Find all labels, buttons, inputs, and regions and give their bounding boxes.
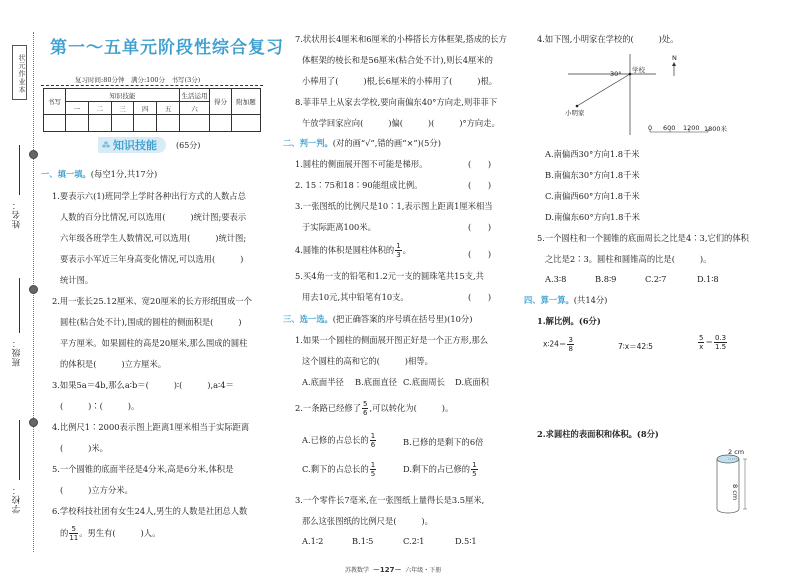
part2-heading: 二、判一判。(对的画“√”,错的画“×”)(5分) xyxy=(283,138,441,148)
judge-item: 3.一张图纸的比例尺是10∶1,表示图上距离1厘米相当 xyxy=(295,201,493,211)
sub-col: 六 xyxy=(180,102,210,115)
name-underline xyxy=(19,145,20,195)
school-underline xyxy=(19,420,20,480)
choice-q1-line: 1.如果一个圆柱的侧面展开图正好是一个正方形,那么 xyxy=(295,335,489,345)
margin-tag: 状元作业本 xyxy=(12,45,27,100)
choice-q3-line: 那么这张图纸的比例尺是( )。 xyxy=(302,516,433,526)
choice-q1-line: 这个圆柱的高和它的( )相等。 xyxy=(302,356,433,366)
score-cell[interactable] xyxy=(66,115,89,132)
choice-q4-line: 4.如下图,小明家在学校的( )处。 xyxy=(537,34,679,44)
fraction: $\frac{1}{6}$ xyxy=(370,432,376,449)
sub-col: 四 xyxy=(134,102,157,115)
sub-col: 二 xyxy=(88,102,111,115)
choice-q5-line: 之比是2∶3。圆柱和圆锥高的比是( )。 xyxy=(545,254,712,264)
option[interactable]: A.1∶2 xyxy=(302,536,324,546)
fraction: $\frac{1}{3}$ xyxy=(396,242,401,259)
q4-line: ( )米。 xyxy=(60,443,108,453)
option[interactable]: D.5∶1 xyxy=(455,536,477,546)
q2-line: 圆柱(粘合处不计),围成的圆柱的侧面积是( ) xyxy=(60,317,242,327)
class-label: 班级： xyxy=(12,338,22,367)
calc-q1: 1.解比例。(6分) xyxy=(537,316,601,326)
q3-line: ( )∶( )。 xyxy=(60,401,140,411)
option[interactable]: B.已修的是剩下的6倍 xyxy=(403,437,484,447)
answer-paren[interactable]: ( ) xyxy=(468,292,492,302)
option[interactable]: B.1∶5 xyxy=(352,536,374,546)
sub-col: 三 xyxy=(111,102,134,115)
choice-q3-line: 3.一个零件长7毫米,在一张图纸上量得长是3.5厘米, xyxy=(295,495,485,505)
option[interactable]: D.底面积 xyxy=(455,377,489,387)
option[interactable]: A.已修的占总长的 $\frac{1}{6}$ xyxy=(302,432,376,449)
col-write: 书写 xyxy=(44,89,66,115)
judge-item: 2. 15∶75和18∶90能组成比例。 xyxy=(295,180,423,190)
option[interactable]: C.2∶1 xyxy=(403,536,425,546)
option[interactable]: A.南偏西30°方向1.8千米 xyxy=(545,149,640,159)
fraction: $\frac{5}{6}$ xyxy=(363,400,368,417)
q1-line: 1.要表示六(1)班同学上学时各种出行方式的人数占总 xyxy=(52,191,246,201)
q7-line: 体框架的棱长和是56厘米(粘合处不计),则长4厘米的 xyxy=(302,55,493,65)
page-number: －127－ xyxy=(372,566,402,574)
fraction: $\frac{1}{5}$ xyxy=(472,461,477,478)
score-cell[interactable] xyxy=(88,115,111,132)
option[interactable]: D.剩下的占已修的 $\frac{1}{5}$ xyxy=(403,461,477,478)
judge-item: 4.圆锥的体积是圆柱体积的 $\frac{1}{3}$ 。 xyxy=(295,242,411,259)
q1-line: 六年级各班学生人数情况,可以选用( )统计图; xyxy=(60,233,247,243)
scale-tick: 600 xyxy=(663,124,676,132)
score-cell[interactable] xyxy=(232,115,261,132)
page-title: 第一～五单元阶段性综合复习 xyxy=(50,38,284,58)
q1-line: 统计图。 xyxy=(60,275,94,285)
q6-line: 的 $\frac{5}{11}$ 。男生有( )人。 xyxy=(60,525,161,542)
sub-col: 一 xyxy=(66,102,89,115)
option[interactable]: D.南偏东60°方向1.8千米 xyxy=(545,212,640,222)
q2-line: 的体积是( )立方厘米。 xyxy=(60,359,167,369)
section-points: (65分) xyxy=(176,141,201,150)
scale-tick: 1200 xyxy=(683,124,700,132)
fraction: $\frac{3}{8}$ xyxy=(568,336,573,353)
q7-line: 小棒用了( )根,长6厘米的小棒用了( )根。 xyxy=(302,76,498,86)
exam-meta: 复习时间:80分钟 满分:100分 书写(3分) xyxy=(75,76,201,84)
option[interactable]: B.底面直径 xyxy=(355,377,397,387)
part1-heading: 一、填一填。(每空1分,共17分) xyxy=(41,169,158,179)
sub-col: 五 xyxy=(157,102,180,115)
scale-tick: 0 xyxy=(648,124,653,132)
binder-hole-icon xyxy=(29,285,38,294)
choice-q2-line: 2.一条路已经修了 $\frac{5}{6}$ ,可以转化为( )。 xyxy=(295,400,454,417)
class-underline xyxy=(19,278,20,333)
fraction: $\frac{0.3}{1.5}$ xyxy=(714,334,727,351)
calc-q2: 2.求圆柱的表面积和体积。(8分) xyxy=(537,429,659,439)
part4-heading: 四、算一算。(共14分) xyxy=(524,295,608,305)
option[interactable]: C.2∶7 xyxy=(645,274,667,284)
north-arrow-label: N xyxy=(672,54,677,62)
option[interactable]: B.南偏东30°方向1.8千米 xyxy=(545,170,640,180)
q4-line: 4.比例尺1∶2000表示图上距离1厘米相当于实际距离 xyxy=(52,422,250,432)
score-cell[interactable] xyxy=(134,115,157,132)
name-label: 姓名： xyxy=(12,200,22,229)
option[interactable]: C.剩下的占总长的 $\frac{1}{5}$ xyxy=(302,461,376,478)
score-cell[interactable] xyxy=(44,115,66,132)
section-badge-knowledge xyxy=(98,137,166,153)
q6-line: 6.学校科技社团有女生24人,男生的人数是社团总人数 xyxy=(52,506,248,516)
judge-item: 1.圆柱的侧面展开图不可能是梯形。 xyxy=(295,159,428,169)
col-bonus: 附加题 xyxy=(232,89,261,115)
q2-line: 2.用一张长25.12厘米、宽20厘米的长方形纸围成一个 xyxy=(52,296,252,306)
q8-line: 8.菲菲早上从家去学校,要向南偏东40°方向走,则菲菲下 xyxy=(295,97,498,107)
col-score: 得分 xyxy=(210,89,232,115)
judge-item: 用去10元,其中铅笔有10支。 xyxy=(302,292,409,302)
q5-line: ( )立方分米。 xyxy=(60,485,133,495)
cylinder-diagram xyxy=(715,447,755,519)
map-label-home: 小明家 xyxy=(565,109,585,117)
answer-paren[interactable]: ( ) xyxy=(468,249,492,259)
page-footer: 苏教数学 －127－ 六年级・下册 xyxy=(345,566,442,574)
col-group-life: 生活运用 xyxy=(180,89,210,102)
binder-hole-icon xyxy=(29,150,38,159)
equation: x∶24＝ $\frac{3}{8}$ xyxy=(543,336,573,353)
q1-line: 人数的百分比情况,可以选用( )统计图;要表示 xyxy=(60,212,247,222)
option[interactable]: A.3∶8 xyxy=(545,274,567,284)
option[interactable]: B.8∶9 xyxy=(595,274,617,284)
q2-line: 平方厘米。如果圆柱的高是20厘米,那么围成的圆柱 xyxy=(60,338,248,348)
answer-paren[interactable]: ( ) xyxy=(468,180,492,190)
score-cell[interactable] xyxy=(210,115,232,132)
answer-paren[interactable]: ( ) xyxy=(468,222,492,232)
map-label-angle: 30° xyxy=(610,70,622,78)
option[interactable]: A.底面半径 xyxy=(302,377,344,387)
fraction: $\frac{5}{x}$ xyxy=(699,334,704,351)
score-cell[interactable] xyxy=(180,115,210,132)
divider xyxy=(41,85,263,86)
fraction: $\frac{5}{11}$ xyxy=(69,525,79,542)
option[interactable]: D.1∶8 xyxy=(697,274,719,284)
judge-item: 5.买4角一支的铅笔和1.2元一支的圆珠笔共15支,共 xyxy=(295,271,484,281)
q3-line: 3.如果5a＝4b,那么a∶b＝( )∶( ),a∶4＝ xyxy=(52,380,234,390)
score-cell[interactable] xyxy=(111,115,134,132)
binder-hole-icon xyxy=(29,418,38,427)
map-label-school: 学校 xyxy=(632,66,645,74)
fraction: $\frac{1}{5}$ xyxy=(370,461,376,478)
score-cell[interactable] xyxy=(157,115,180,132)
answer-paren[interactable]: ( ) xyxy=(468,159,492,169)
q7-line: 7.状状用长4厘米和6厘米的小棒搭长方体框架,搭成的长方 xyxy=(295,34,507,44)
bullet-dots-icon: ⁂ xyxy=(102,140,110,150)
choice-q5-line: 5.一个圆柱和一个圆锥的底面周长之比是4∶3,它们的体积 xyxy=(537,233,749,243)
option[interactable]: C.底面周长 xyxy=(403,377,445,387)
cylinder-height-label: 8 cm xyxy=(731,484,739,501)
col-group-knowledge: 知识技能 xyxy=(66,89,180,102)
score-table xyxy=(43,88,261,132)
section-badge-label: 知识技能 xyxy=(113,139,157,152)
q5-line: 5.一个圆锥的底面半径是4分米,高是6分米,体积是 xyxy=(52,464,234,474)
judge-item: 于实际距离100米。 xyxy=(302,222,376,232)
cylinder-diameter-label: 2 cm xyxy=(728,448,745,456)
option[interactable]: C.南偏西60°方向1.8千米 xyxy=(545,191,640,201)
scale-tick: 1800米 xyxy=(704,125,728,133)
school-label: 学校： xyxy=(12,485,22,514)
equation: $\frac{5}{x}$ ＝ $\frac{0.3}{1.5}$ xyxy=(699,334,727,351)
q1-line: 要表示小军近三年身高变化情况,可以选用( ) xyxy=(60,254,244,264)
part3-heading: 三、选一选。(把正确答案的序号填在括号里)(10分) xyxy=(283,314,473,324)
equation: 7∶x＝42∶5 xyxy=(618,342,653,351)
q8-line: 午放学回家应向( )偏( )( )°方向走。 xyxy=(302,118,500,128)
